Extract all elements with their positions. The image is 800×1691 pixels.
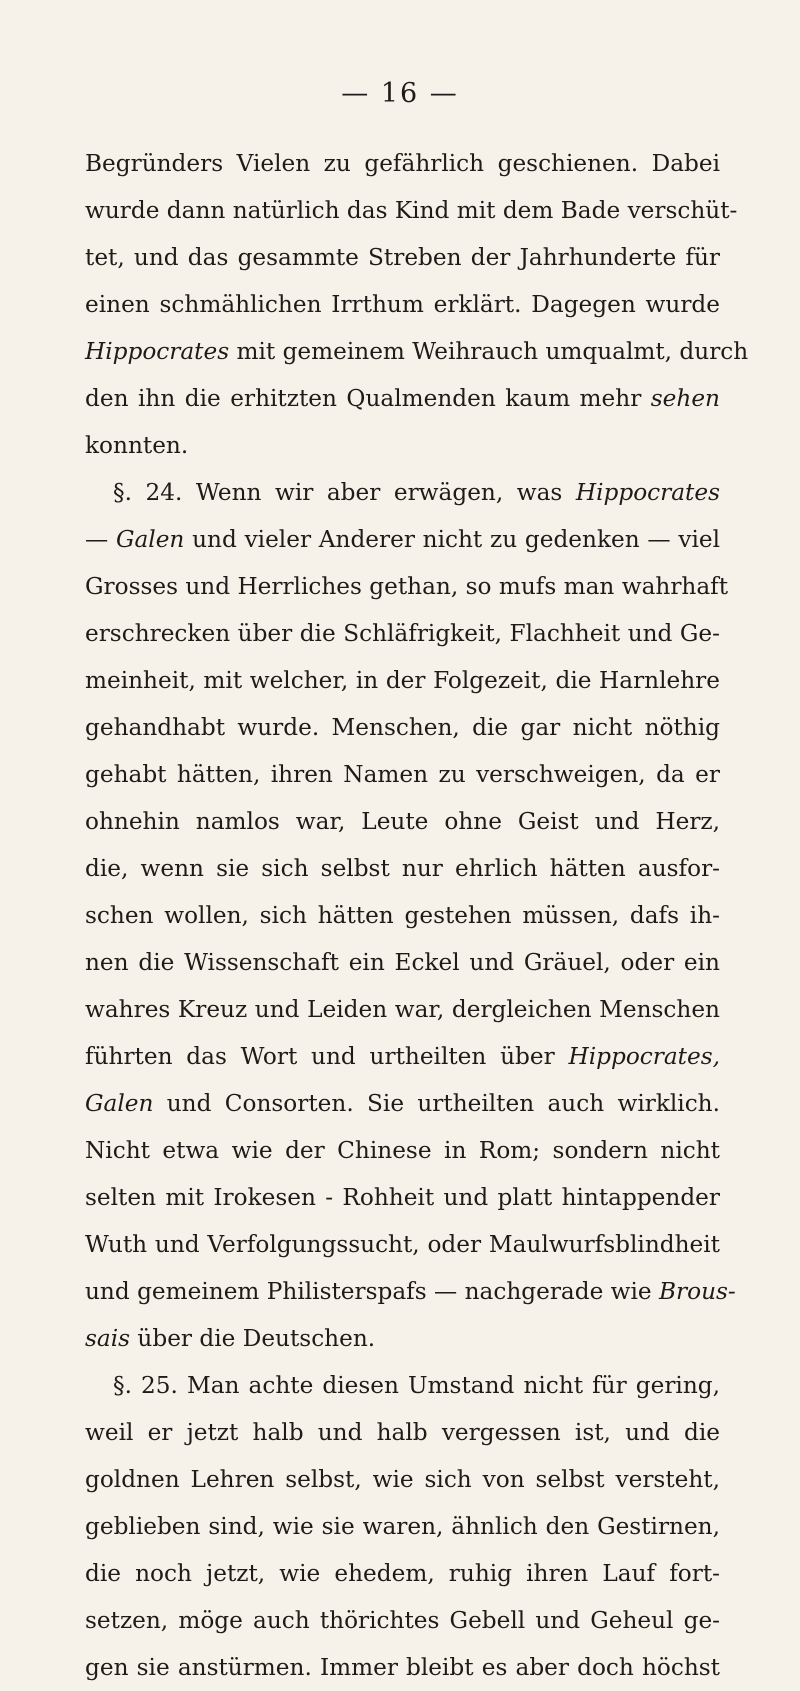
text-line <box>85 1409 720 1456</box>
text-run: konnten. <box>85 432 189 459</box>
text-run: die, wenn sie sich selbst nur ehrlich hätten ausfor- <box>85 855 720 882</box>
text-run: Grosses und Herrliches gethan, so mufs man wahrhaft <box>85 573 729 600</box>
text-run: tet, und das gesammte Streben der Jahrhunderte für <box>85 244 720 271</box>
text-run: weil er jetzt halb und halb vergessen ist, und die <box>85 1419 720 1446</box>
text-run: setzen, möge auch thörichtes Gebell und Geheul ge- <box>85 1607 720 1634</box>
text-run: selten mit Irokesen - Rohheit und platt hintappender <box>85 1184 720 1211</box>
text-run: Begründers Vielen zu gefährlich geschienen. Dabei <box>85 150 720 177</box>
text-run: meinheit, mit welcher, in der Folgezeit, die Harnlehre <box>85 667 720 694</box>
text-line <box>85 610 720 657</box>
text-line <box>85 1456 720 1503</box>
text-line <box>85 1362 720 1409</box>
text-run: §. 24. Wenn wir aber erwägen, was <box>113 479 576 506</box>
text-run: erschrecken über die Schläfrigkeit, Flachheit und Ge- <box>85 620 720 647</box>
text-line <box>85 1174 720 1221</box>
text-run: gehandhabt wurde. Menschen, die gar nicht nöthig <box>85 714 720 741</box>
text-line <box>85 1644 720 1691</box>
text-run: wahres Kreuz und Leiden war, dergleichen Menschen <box>85 996 720 1023</box>
text-run: gen sie anstürmen. Immer bleibt es aber doch höchst <box>85 1654 720 1681</box>
text-run: die noch jetzt, wie ehedem, ruhig ihren Lauf fort- <box>85 1560 720 1587</box>
text-line <box>85 939 720 986</box>
text-run: schen wollen, sich hätten gestehen müssen, dafs ih- <box>85 902 720 929</box>
text-line <box>85 516 720 563</box>
text-run: und gemeinem Philisterspafs — nachgerade wie <box>85 1278 660 1305</box>
text-line <box>85 328 749 375</box>
text-line <box>85 657 720 704</box>
italic-name: Hippocrates <box>85 338 230 365</box>
italic-name: Brous- <box>659 1278 736 1305</box>
text-line <box>85 845 720 892</box>
text-run: goldnen Lehren selbst, wie sich von selbst versteht, <box>85 1466 720 1493</box>
italic-name: Hippocrates, <box>568 1043 720 1070</box>
text-run: und Consorten. Sie urtheilten auch wirklich. <box>153 1090 720 1117</box>
text-line <box>85 187 738 234</box>
text-line <box>85 469 720 516</box>
text-line <box>85 140 720 187</box>
text-run: geblieben sind, wie sie waren, ähnlich den Gestirnen, <box>85 1513 720 1540</box>
text-line <box>85 1315 720 1362</box>
italic-name: Hippocrates <box>575 479 720 506</box>
text-line <box>85 563 729 610</box>
text-run: ohnehin namlos war, Leute ohne Geist und Herz, <box>85 808 720 835</box>
text-run: Nicht etwa wie der Chinese in Rom; sondern nicht <box>85 1137 720 1164</box>
text-line <box>85 1550 720 1597</box>
text-line <box>85 1127 720 1174</box>
text-line <box>85 422 720 469</box>
text-run: Wuth und Verfolgungssucht, oder Maulwurfsblindheit <box>85 1231 720 1258</box>
italic-name: Galen <box>115 526 185 553</box>
text-run: den ihn die erhitzten Qualmenden kaum mehr <box>85 385 651 412</box>
text-run: über die Deutschen. <box>130 1325 376 1352</box>
text-run: wurde dann natürlich das Kind mit dem Bade verschüt- <box>85 197 738 224</box>
page-number: — 16 — <box>341 78 459 109</box>
text-run: führten das Wort und urtheilten über <box>85 1043 569 1070</box>
body-text <box>85 140 749 1691</box>
text-line <box>85 234 720 281</box>
text-line <box>85 986 720 1033</box>
text-line <box>85 1503 720 1550</box>
text-run: mit gemeinem Weihrauch umqualmt, durch <box>229 338 749 365</box>
text-run: und vieler Anderer nicht zu gedenken — viel <box>184 526 720 553</box>
text-line <box>85 1597 720 1644</box>
text-line <box>85 704 720 751</box>
italic-name: Galen <box>85 1090 154 1117</box>
text-line <box>85 1033 720 1080</box>
text-line <box>85 1221 720 1268</box>
text-run: nen die Wissenschaft ein Eckel und Gräuel, oder ein <box>85 949 720 976</box>
text-line <box>85 281 720 328</box>
text-run: §. 25. Man achte diesen Umstand nicht für gering, <box>113 1372 720 1399</box>
text-run: einen schmählichen Irrthum erklärt. Dagegen wurde <box>85 291 720 318</box>
text-line <box>85 751 720 798</box>
italic-name: sais <box>85 1325 131 1352</box>
text-line <box>85 1080 720 1127</box>
text-run: gehabt hätten, ihren Namen zu verschweigen, da er <box>85 761 720 788</box>
text-run: — <box>85 526 116 553</box>
text-line <box>85 892 720 939</box>
text-line <box>85 375 720 422</box>
text-line <box>85 798 720 845</box>
italic-name: sehen <box>650 385 720 412</box>
text-line <box>85 1268 736 1315</box>
